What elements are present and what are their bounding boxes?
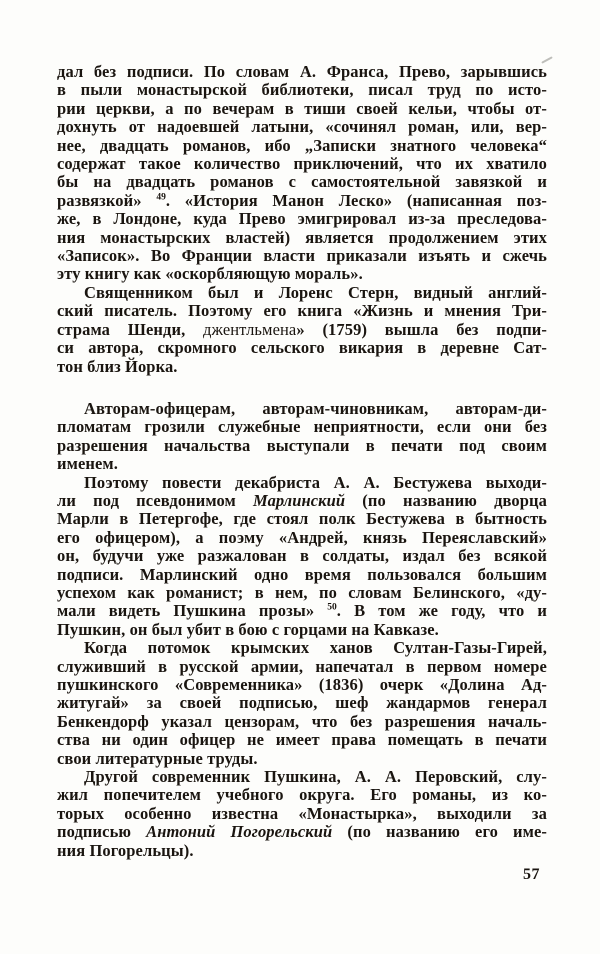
text-segment: он, будучи уже разжалован в солдаты, издал без всякой: [57, 546, 547, 566]
text-segment: Другой современник Пушкина, А. А. Перовский, слу-: [84, 767, 547, 787]
text-segment: же, в Лондоне, куда Прево эмигрировал из-за преследова-: [57, 209, 547, 229]
text-line: [57, 658, 547, 676]
text-line: [57, 210, 547, 228]
text-segment: ства ни один офицер не имеет права помещать в печати: [57, 730, 547, 750]
text-line: [57, 100, 547, 118]
text-line: [57, 694, 547, 712]
footnote-ref: 49: [156, 192, 166, 203]
text-segment: разрешения начальства выступали в печати под своим: [57, 435, 547, 455]
paragraph: [57, 400, 547, 474]
text-segment: в пыли монастырской библиотеки, писал труд по исто-: [57, 80, 547, 100]
text-segment: Антоний Погорельский: [146, 822, 333, 842]
text-block: [57, 63, 547, 860]
text-segment: Бенкендорф указал цензорам, что без разрешения началь-: [57, 711, 547, 731]
text-line: [57, 137, 547, 155]
text-segment: тон близ Йорка.: [57, 356, 178, 376]
text-segment: нее, двадцать романов, ибо „Записки знатного человека“: [57, 135, 547, 155]
text-segment: джентльмена: [203, 319, 297, 339]
text-line: [57, 339, 547, 357]
text-line: [57, 510, 547, 528]
text-line: [57, 155, 547, 173]
text-line: [57, 418, 547, 436]
text-line: [57, 63, 547, 81]
text-segment: (по названию его име-: [332, 822, 548, 842]
text-line: [57, 173, 547, 191]
text-line: [57, 400, 547, 418]
text-line: [57, 192, 547, 210]
text-segment: Марлинский: [253, 490, 346, 510]
text-segment: » (1759) вышла без подпи-: [296, 319, 548, 339]
paragraph: [57, 63, 547, 284]
text-line: [57, 455, 547, 473]
text-line: [57, 842, 547, 860]
text-line: [57, 750, 547, 768]
text-segment: Священником был и Лоренс Стерн, видный англий-: [84, 282, 547, 302]
text-segment: подписью: [57, 822, 147, 842]
text-segment: житугай» за своей подписью, шеф жандармов генерал: [57, 693, 547, 713]
text-segment: ния Погорельцы).: [57, 840, 194, 860]
text-line: [57, 492, 547, 510]
text-line: [57, 621, 547, 639]
text-segment: ния монастырских властей) является продолжением этих: [57, 227, 547, 247]
text-segment: . «История Манон Леско» (написанная поз-: [165, 190, 547, 210]
paragraph: [57, 474, 547, 640]
text-segment: именем.: [57, 454, 118, 474]
text-line: [57, 118, 547, 136]
text-line: [57, 731, 547, 749]
text-segment: дохнуть от надоевшей латыни, «сочинял роман, или, вер-: [57, 117, 547, 137]
text-segment: эту книгу как «оскорбляющую мораль».: [57, 264, 363, 284]
text-line: [57, 437, 547, 455]
text-line: [57, 566, 547, 584]
text-segment: успехом как романист; в нем, по словам Белинского, «ду-: [57, 582, 547, 602]
text-line: [57, 602, 547, 620]
text-line: [57, 81, 547, 99]
text-segment: подписи. Марлинский одно время пользовался большим: [57, 564, 547, 584]
text-segment: его офицером), а поэму «Андрей, князь Переяславский»: [57, 527, 547, 547]
text-segment: . В том же году, что и: [336, 601, 547, 621]
text-line: [57, 639, 547, 657]
text-segment: Когда потомок крымских ханов Султан-Газы-Гирей,: [84, 638, 547, 658]
text-segment: ский писатель. Поэтому его книга «Жизнь и мнения Три-: [57, 301, 547, 321]
text-line: [57, 768, 547, 786]
text-segment: (по названию дворца: [345, 490, 547, 510]
page-number: 57: [523, 866, 540, 883]
text-segment: пломатам грозили служебные неприятности, если они без: [57, 417, 547, 437]
text-line: [57, 321, 547, 339]
text-segment: торых особенно известна «Монастырка», выходили за: [57, 803, 547, 823]
text-segment: бы на двадцать романов с самостоятельной завязкой и: [57, 172, 547, 192]
text-segment: содержат такое количество приключений, что их хватило: [57, 154, 547, 174]
text-line: [57, 676, 547, 694]
text-line: [57, 265, 547, 283]
paragraph: [57, 768, 547, 860]
text-line: [57, 247, 547, 265]
text-line: [57, 229, 547, 247]
text-segment: служивший в русской армии, напечатал в первом номере: [57, 656, 547, 676]
footnote-ref: 50: [327, 602, 337, 613]
text-line: [57, 358, 547, 376]
text-line: [57, 584, 547, 602]
paragraph: [57, 284, 547, 376]
text-segment: Поэтому повести декабриста А. А. Бестужева выходи-: [84, 472, 547, 492]
text-segment: свои литературные труды.: [57, 748, 258, 768]
text-segment: жил попечителем учебного округа. Его романы, из ко-: [57, 785, 547, 805]
text-line: [57, 713, 547, 731]
text-segment: страма Шенди,: [57, 319, 204, 339]
text-line: [57, 547, 547, 565]
text-segment: пушкинского «Современника» (1836) очерк «Долина Ад-: [57, 675, 547, 694]
text-segment: рии церкви, а по вечерам в тиши своей кельи, чтобы от-: [57, 98, 547, 118]
text-segment: дал без подписи. По словам А. Франса, Прево, зарывшись: [57, 62, 547, 81]
text-line: [57, 823, 547, 841]
text-segment: Марли в Петергофе, где стоял полк Бестужева в бытность: [57, 509, 547, 529]
text-line: [57, 474, 547, 492]
text-line: [57, 302, 547, 320]
text-line: [57, 284, 547, 302]
text-segment: си автора, скромного сельского викария в деревне Сат-: [57, 338, 547, 358]
text-segment: Авторам-офицерам, авторам-чиновникам, авторам-ди-: [84, 398, 547, 418]
paragraph: [57, 639, 547, 768]
text-segment: ли под псевдонимом: [57, 490, 254, 510]
text-line: [57, 805, 547, 823]
text-segment: развязкой»: [57, 190, 157, 210]
text-line: [57, 786, 547, 804]
text-segment: мали видеть Пушкина прозы»: [57, 601, 328, 621]
text-segment: «Записок». Во Франции власти приказали изъять и сжечь: [57, 246, 547, 266]
text-line: [57, 529, 547, 547]
text-segment: Пушкин, он был убит в бою с горцами на Кавказе.: [57, 619, 439, 639]
